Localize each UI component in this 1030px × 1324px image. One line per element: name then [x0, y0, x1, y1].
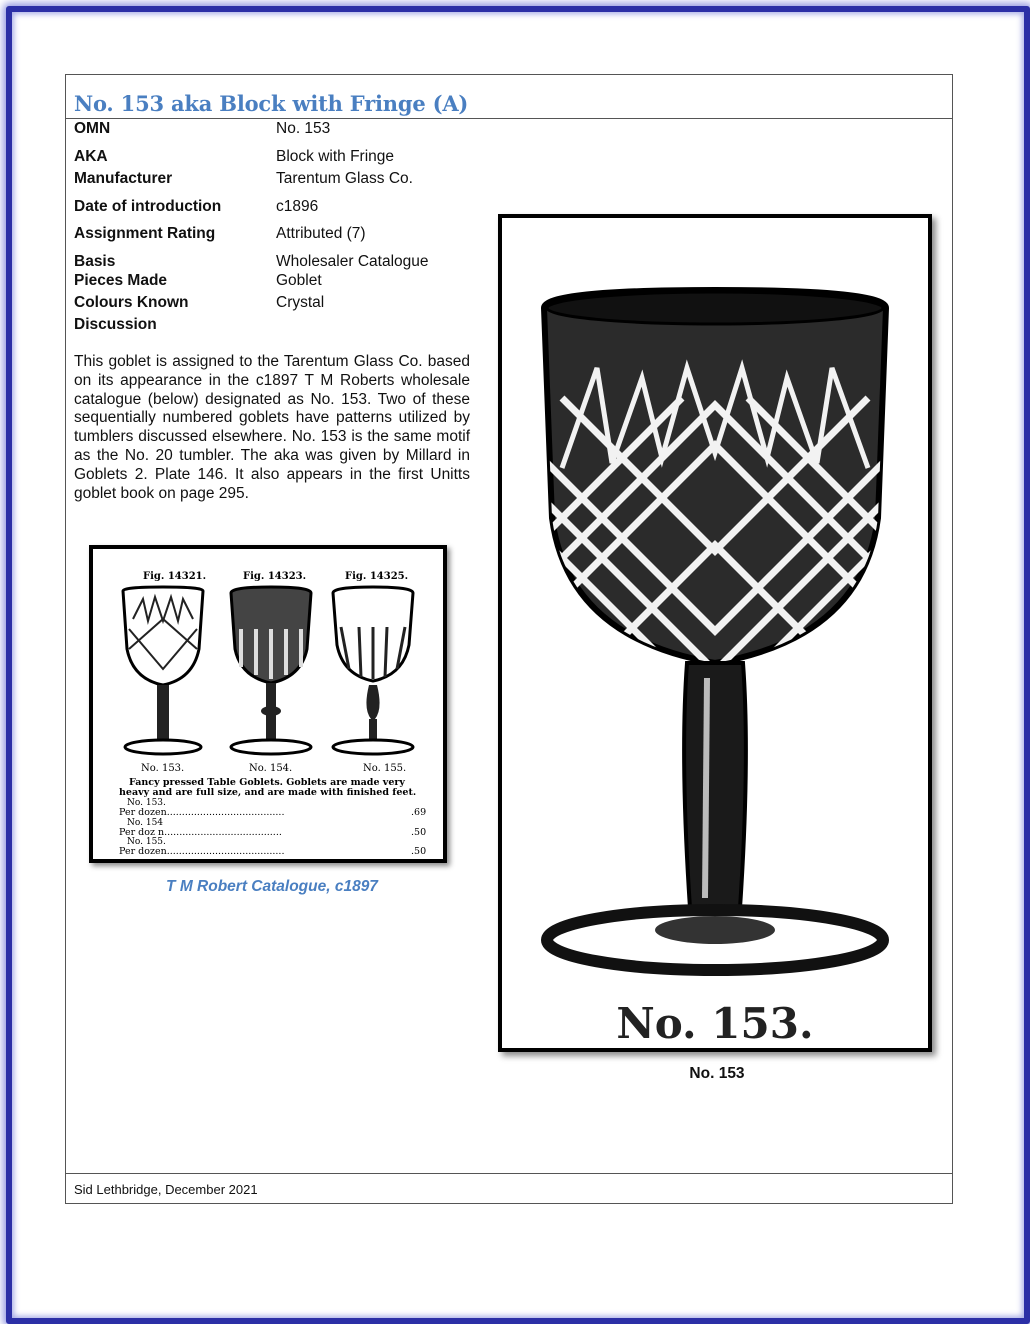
catalogue-price-label: No. 155. — [127, 837, 166, 847]
catalogue-price-label: No. 154 — [127, 818, 164, 828]
goblet-illustration — [502, 218, 928, 1048]
detail-label: Manufacturer — [74, 170, 173, 187]
catalogue-number: No. 154. — [249, 763, 293, 774]
catalogue-price-line: Per doz n....................................... — [119, 827, 282, 838]
detail-label: Colours Known — [74, 294, 189, 311]
catalogue-text-line: heavy and are full size, and are made with finished feet. — [119, 787, 417, 798]
detail-value: No. 153 — [276, 120, 331, 137]
catalogue-price: .69 — [411, 807, 427, 818]
catalogue-price-label: No. 153. — [127, 798, 166, 808]
detail-label: Date of introduction — [74, 198, 222, 215]
catalogue-price: .50 — [411, 846, 427, 857]
discussion-text: This goblet is assigned to the Tarentum Glass Co. based on its appearance in the c1897 T M Roberts wholesale catalogue (below) designated as No. 153. Two of these sequentially numbered goblets have patterns utilized by tumblers discussed elsewhere. No. 153 is the same motif as the No. 20 tumbler. The aka was given by Millard in Goblets 2. Plate 146. It also appears in the first Unitts goblet book on page 295. — [74, 353, 470, 502]
catalogue-illustration — [93, 549, 443, 859]
catalogue-price: .50 — [411, 827, 427, 838]
title-divider — [66, 118, 952, 119]
page-title: No. 153 aka Block with Fringe (A) — [74, 91, 469, 116]
catalogue-text-line: Fancy pressed Table Goblets. Goblets are made very — [129, 777, 405, 788]
detail-label: Discussion — [74, 316, 157, 333]
figure-label: Fig. 14323. — [243, 571, 307, 582]
catalogue-number: No. 155. — [363, 763, 407, 774]
detail-label: Basis — [74, 253, 116, 270]
catalogue-image — [89, 545, 447, 863]
footer-divider — [66, 1173, 952, 1174]
goblet-153-drawing — [123, 587, 203, 754]
detail-label: Assignment Rating — [74, 225, 216, 242]
figure-label: Fig. 14325. — [345, 571, 409, 582]
detail-value: Attributed (7) — [276, 225, 366, 242]
detail-value: c1896 — [276, 198, 319, 215]
footer-author: Sid Lethbridge, December 2021 — [74, 1182, 258, 1197]
catalogue-price-line: Per dozen....................................... — [119, 846, 285, 857]
goblet-image — [498, 214, 932, 1052]
detail-value: Tarentum Glass Co. — [276, 170, 413, 187]
detail-value: Block with Fringe — [276, 148, 395, 165]
goblet-154-drawing — [231, 587, 311, 754]
detail-value: Crystal — [276, 294, 325, 311]
figure-label: Fig. 14321. — [143, 571, 207, 582]
detail-label: OMN — [74, 120, 111, 137]
goblet-caption: No. 153 — [689, 1065, 745, 1082]
document-sheet — [65, 74, 953, 1204]
catalogue-caption: T M Robert Catalogue, c1897 — [166, 878, 378, 895]
detail-label: Pieces Made — [74, 272, 168, 289]
detail-label: AKA — [74, 148, 108, 165]
catalogue-number: No. 153. — [141, 763, 185, 774]
detail-value: Goblet — [276, 272, 322, 289]
goblet-155-drawing — [333, 587, 413, 754]
detail-value: Wholesaler Catalogue — [276, 253, 429, 270]
catalogue-price-line: Per dozen....................................... — [119, 807, 285, 818]
goblet-inscription: No. 153. — [616, 999, 814, 1048]
